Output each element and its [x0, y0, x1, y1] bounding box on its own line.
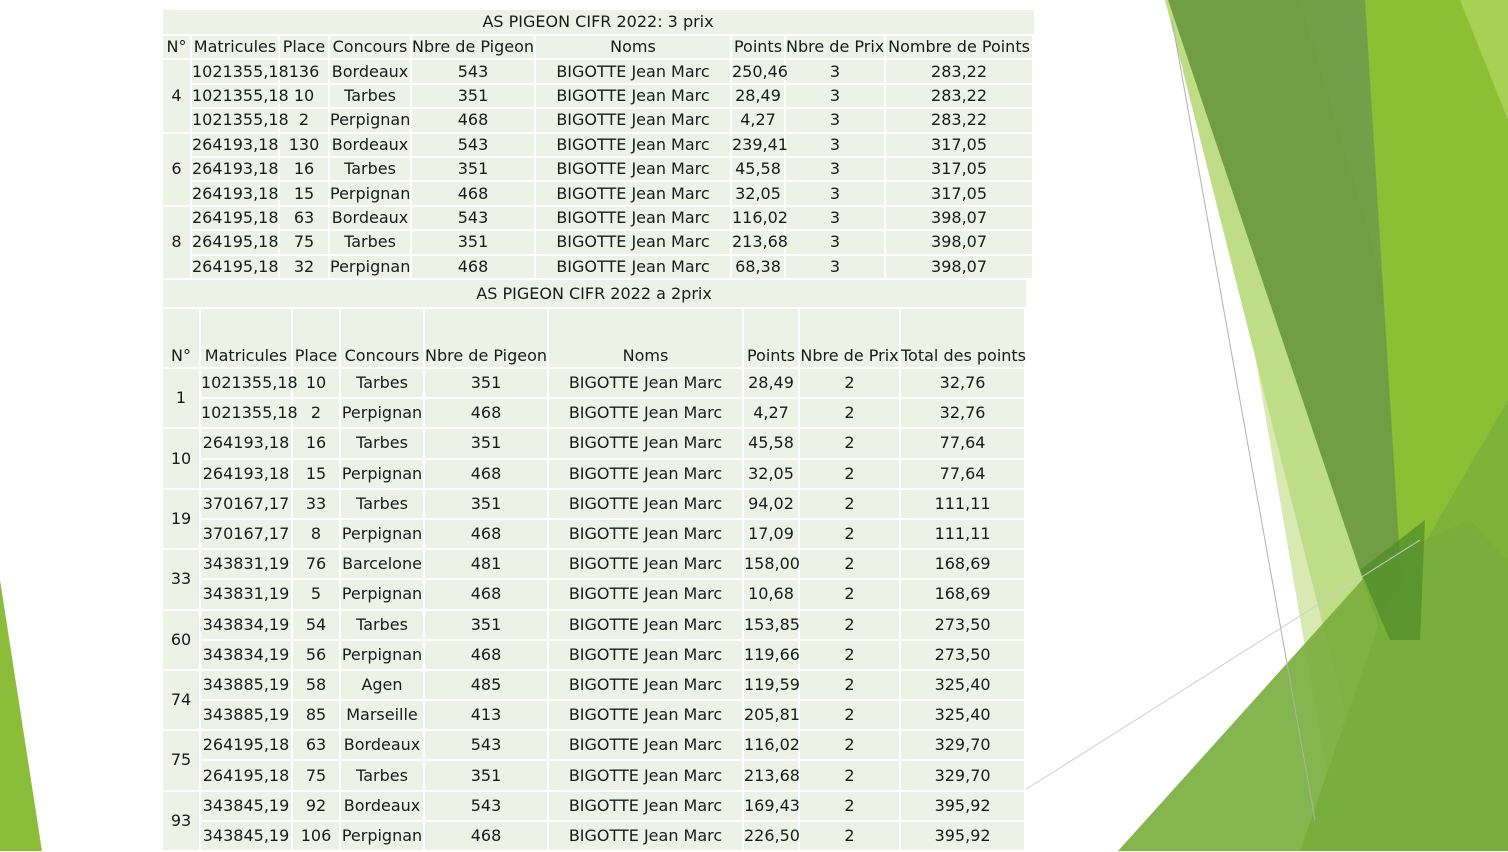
table-row: [163, 700, 1025, 730]
nbre-prix-cell: 3: [785, 181, 885, 205]
concours-cell: Marseille: [340, 700, 424, 730]
matricule-cell: 264195,18: [191, 230, 279, 254]
total-points-cell: 317,05: [885, 133, 1033, 157]
total-points-cell: 283,22: [885, 59, 1033, 83]
total-points-cell: 398,07: [885, 255, 1033, 279]
matricule-cell: 343834,19: [200, 610, 292, 640]
nom-cell: BIGOTTE Jean Marc: [548, 459, 743, 489]
nom-cell: BIGOTTE Jean Marc: [535, 255, 731, 279]
table-row: [163, 730, 1025, 760]
matricule-cell: 264195,18: [200, 730, 292, 760]
nbre-prix-cell: 3: [785, 108, 885, 132]
matricule-cell: 1021355,18: [200, 368, 292, 398]
nbre-pigeon-cell: 351: [424, 610, 548, 640]
matricule-cell: 264195,18: [191, 255, 279, 279]
place-cell: 33: [292, 489, 340, 519]
total-points-cell: 32,76: [900, 368, 1025, 398]
rank-cell: 8: [163, 206, 191, 279]
rank-cell: 19: [163, 489, 200, 549]
rank-cell: 10: [163, 428, 200, 488]
total-points-cell: 317,05: [885, 157, 1033, 181]
concours-cell: Bordeaux: [329, 206, 411, 230]
total-points-cell: 111,11: [900, 519, 1025, 549]
nbre-pigeon-cell: 485: [424, 670, 548, 700]
nbre-prix-cell: 2: [799, 579, 900, 609]
place-cell: 75: [279, 230, 329, 254]
header-place: Place: [279, 35, 329, 59]
points-cell: 32,05: [731, 181, 785, 205]
table-header-row: [163, 308, 1025, 368]
concours-cell: Barcelone: [340, 549, 424, 579]
nbre-prix-cell: 2: [799, 519, 900, 549]
header-points: Points: [731, 35, 785, 59]
concours-cell: Perpignan: [340, 519, 424, 549]
nbre-prix-cell: 2: [799, 791, 900, 821]
nom-cell: BIGOTTE Jean Marc: [548, 821, 743, 851]
matricule-cell: 343831,19: [200, 549, 292, 579]
total-points-cell: 325,40: [900, 700, 1025, 730]
place-cell: 106: [292, 821, 340, 851]
concours-cell: Bordeaux: [329, 133, 411, 157]
total-points-cell: 111,11: [900, 489, 1025, 519]
table-row: [163, 519, 1025, 549]
matricule-cell: 343885,19: [200, 700, 292, 730]
total-points-cell: 168,69: [900, 549, 1025, 579]
place-cell: 58: [292, 670, 340, 700]
table-row: [163, 428, 1025, 458]
two-prize-table: [163, 280, 1026, 852]
table-row: [163, 133, 1033, 157]
place-cell: 2: [279, 108, 329, 132]
nbre-pigeon-cell: 481: [424, 549, 548, 579]
nom-cell: BIGOTTE Jean Marc: [548, 700, 743, 730]
nbre-prix-cell: 2: [799, 610, 900, 640]
nbre-prix-cell: 3: [785, 206, 885, 230]
nbre-prix-cell: 2: [799, 730, 900, 760]
concours-cell: Perpignan: [329, 108, 411, 132]
points-cell: 119,59: [743, 670, 799, 700]
concours-cell: Bordeaux: [340, 730, 424, 760]
matricule-cell: 1021355,18: [191, 84, 279, 108]
nbre-pigeon-cell: 351: [424, 368, 548, 398]
nbre-prix-cell: 2: [799, 398, 900, 428]
header-total-points: Total des points: [900, 308, 1025, 368]
points-cell: 116,02: [731, 206, 785, 230]
points-cell: 4,27: [731, 108, 785, 132]
header-nbre-prix: Nbre de Prix: [799, 308, 900, 368]
nom-cell: BIGOTTE Jean Marc: [548, 760, 743, 790]
points-cell: 239,41: [731, 133, 785, 157]
three-prize-table: [163, 10, 1034, 280]
nom-cell: BIGOTTE Jean Marc: [548, 670, 743, 700]
points-cell: 4,27: [743, 398, 799, 428]
total-points-cell: 395,92: [900, 791, 1025, 821]
nom-cell: BIGOTTE Jean Marc: [548, 579, 743, 609]
table-row: [163, 59, 1033, 83]
concours-cell: Agen: [340, 670, 424, 700]
concours-cell: Tarbes: [329, 84, 411, 108]
header-concours: Concours: [329, 35, 411, 59]
place-cell: 16: [292, 428, 340, 458]
place-cell: 10: [292, 368, 340, 398]
points-cell: 213,68: [731, 230, 785, 254]
place-cell: 56: [292, 640, 340, 670]
nbre-pigeon-cell: 351: [424, 428, 548, 458]
place-cell: 15: [279, 181, 329, 205]
points-cell: 45,58: [743, 428, 799, 458]
nom-cell: BIGOTTE Jean Marc: [535, 181, 731, 205]
table-title: AS PIGEON CIFR 2022: 3 prix: [163, 10, 1033, 35]
rank-cell: 6: [163, 133, 191, 206]
matricule-cell: 264193,18: [200, 459, 292, 489]
points-cell: 45,58: [731, 157, 785, 181]
table-row: [163, 640, 1025, 670]
header-nbre-pigeon: Nbre de Pigeon: [411, 35, 535, 59]
table-row: [163, 181, 1033, 205]
matricule-cell: 264195,18: [200, 760, 292, 790]
nbre-pigeon-cell: 468: [424, 821, 548, 851]
rank-cell: 75: [163, 730, 200, 790]
concours-cell: Tarbes: [340, 428, 424, 458]
rank-cell: 93: [163, 791, 200, 851]
nom-cell: BIGOTTE Jean Marc: [548, 519, 743, 549]
table-row: [163, 549, 1025, 579]
points-cell: 28,49: [743, 368, 799, 398]
matricule-cell: 343845,19: [200, 821, 292, 851]
nom-cell: BIGOTTE Jean Marc: [548, 368, 743, 398]
header-points: Points: [743, 308, 799, 368]
nbre-prix-cell: 3: [785, 230, 885, 254]
nbre-prix-cell: 2: [799, 760, 900, 790]
table-row: [163, 791, 1025, 821]
matricule-cell: 264193,18: [191, 157, 279, 181]
place-cell: 75: [292, 760, 340, 790]
nom-cell: BIGOTTE Jean Marc: [548, 398, 743, 428]
matricule-cell: 1021355,18: [191, 59, 279, 83]
concours-cell: Tarbes: [340, 760, 424, 790]
nbre-prix-cell: 2: [799, 459, 900, 489]
nom-cell: BIGOTTE Jean Marc: [535, 108, 731, 132]
nbre-pigeon-cell: 351: [411, 157, 535, 181]
table-row: [163, 368, 1025, 398]
nom-cell: BIGOTTE Jean Marc: [535, 133, 731, 157]
nbre-pigeon-cell: 468: [424, 640, 548, 670]
nbre-prix-cell: 3: [785, 84, 885, 108]
place-cell: 63: [279, 206, 329, 230]
matricule-cell: 370167,17: [200, 489, 292, 519]
concours-cell: Tarbes: [340, 610, 424, 640]
nbre-prix-cell: 2: [799, 489, 900, 519]
points-cell: 205,81: [743, 700, 799, 730]
matricule-cell: 343885,19: [200, 670, 292, 700]
nom-cell: BIGOTTE Jean Marc: [535, 84, 731, 108]
concours-cell: Tarbes: [340, 489, 424, 519]
nbre-pigeon-cell: 351: [424, 760, 548, 790]
total-points-cell: 395,92: [900, 821, 1025, 851]
concours-cell: Tarbes: [329, 157, 411, 181]
nom-cell: BIGOTTE Jean Marc: [535, 157, 731, 181]
rank-cell: 33: [163, 549, 200, 609]
points-cell: 119,66: [743, 640, 799, 670]
concours-cell: Tarbes: [329, 230, 411, 254]
points-cell: 68,38: [731, 255, 785, 279]
place-cell: 2: [292, 398, 340, 428]
matricule-cell: 370167,17: [200, 519, 292, 549]
rank-cell: 60: [163, 610, 200, 670]
matricule-cell: 264193,18: [191, 133, 279, 157]
points-cell: 158,00: [743, 549, 799, 579]
table-row: [163, 108, 1033, 132]
concours-cell: Perpignan: [340, 821, 424, 851]
matricule-cell: 264195,18: [191, 206, 279, 230]
header-rank: N°: [163, 308, 200, 368]
concours-cell: Perpignan: [340, 579, 424, 609]
place-cell: 136: [279, 59, 329, 83]
matricule-cell: 343831,19: [200, 579, 292, 609]
table-row: [163, 579, 1025, 609]
nbre-pigeon-cell: 468: [424, 519, 548, 549]
table-row: [163, 459, 1025, 489]
total-points-cell: 317,05: [885, 181, 1033, 205]
nbre-pigeon-cell: 413: [424, 700, 548, 730]
header-nbre-pigeon: Nbre de Pigeon: [424, 308, 548, 368]
nbre-pigeon-cell: 468: [411, 255, 535, 279]
nom-cell: BIGOTTE Jean Marc: [535, 59, 731, 83]
place-cell: 15: [292, 459, 340, 489]
concours-cell: Bordeaux: [340, 791, 424, 821]
nbre-pigeon-cell: 468: [424, 579, 548, 609]
nbre-pigeon-cell: 351: [411, 230, 535, 254]
points-cell: 250,46: [731, 59, 785, 83]
place-cell: 54: [292, 610, 340, 640]
place-cell: 8: [292, 519, 340, 549]
nbre-pigeon-cell: 351: [411, 84, 535, 108]
header-nbre-prix: Nbre de Prix: [785, 35, 885, 59]
left-accent-shape: [0, 580, 42, 851]
nom-cell: BIGOTTE Jean Marc: [548, 730, 743, 760]
rank-cell: 4: [163, 59, 191, 132]
nbre-pigeon-cell: 543: [424, 730, 548, 760]
points-cell: 169,43: [743, 791, 799, 821]
table-title: AS PIGEON CIFR 2022 a 2prix: [163, 280, 1025, 308]
points-cell: 153,85: [743, 610, 799, 640]
matricule-cell: 264193,18: [200, 428, 292, 458]
total-points-cell: 273,50: [900, 640, 1025, 670]
nbre-pigeon-cell: 351: [424, 489, 548, 519]
table-title-row: [163, 280, 1025, 308]
table-row: [163, 760, 1025, 790]
header-place: Place: [292, 308, 340, 368]
nom-cell: BIGOTTE Jean Marc: [548, 791, 743, 821]
nbre-prix-cell: 2: [799, 368, 900, 398]
nbre-pigeon-cell: 543: [411, 133, 535, 157]
points-cell: 116,02: [743, 730, 799, 760]
nom-cell: BIGOTTE Jean Marc: [548, 489, 743, 519]
header-nom: Noms: [535, 35, 731, 59]
header-matricule: Matricules: [200, 308, 292, 368]
table-row: [163, 230, 1033, 254]
total-points-cell: 329,70: [900, 760, 1025, 790]
total-points-cell: 283,22: [885, 108, 1033, 132]
total-points-cell: 329,70: [900, 730, 1025, 760]
nbre-pigeon-cell: 468: [424, 459, 548, 489]
total-points-cell: 398,07: [885, 230, 1033, 254]
table-title-row: [163, 10, 1033, 35]
points-cell: 94,02: [743, 489, 799, 519]
table-row: [163, 84, 1033, 108]
nbre-prix-cell: 2: [799, 549, 900, 579]
nbre-pigeon-cell: 543: [424, 791, 548, 821]
nbre-prix-cell: 2: [799, 700, 900, 730]
points-cell: 10,68: [743, 579, 799, 609]
nom-cell: BIGOTTE Jean Marc: [548, 428, 743, 458]
nbre-pigeon-cell: 468: [411, 181, 535, 205]
nbre-prix-cell: 3: [785, 133, 885, 157]
matricule-cell: 264193,18: [191, 181, 279, 205]
nbre-prix-cell: 2: [799, 670, 900, 700]
nom-cell: BIGOTTE Jean Marc: [535, 230, 731, 254]
nbre-pigeon-cell: 468: [411, 108, 535, 132]
total-points-cell: 168,69: [900, 579, 1025, 609]
nbre-pigeon-cell: 543: [411, 59, 535, 83]
nom-cell: BIGOTTE Jean Marc: [548, 549, 743, 579]
place-cell: 5: [292, 579, 340, 609]
nom-cell: BIGOTTE Jean Marc: [535, 206, 731, 230]
concours-cell: Perpignan: [340, 459, 424, 489]
nom-cell: BIGOTTE Jean Marc: [548, 640, 743, 670]
table-row: [163, 489, 1025, 519]
concours-cell: Perpignan: [329, 181, 411, 205]
header-rank: N°: [163, 35, 191, 59]
matricule-cell: 343834,19: [200, 640, 292, 670]
table-row: [163, 821, 1025, 851]
total-points-cell: 273,50: [900, 610, 1025, 640]
rank-cell: 74: [163, 670, 200, 730]
place-cell: 85: [292, 700, 340, 730]
total-points-cell: 283,22: [885, 84, 1033, 108]
matricule-cell: 1021355,18: [200, 398, 292, 428]
concours-cell: Perpignan: [340, 640, 424, 670]
concours-cell: Perpignan: [340, 398, 424, 428]
nbre-pigeon-cell: 468: [424, 398, 548, 428]
nbre-prix-cell: 3: [785, 255, 885, 279]
header-total-points: Nombre de Points: [885, 35, 1033, 59]
place-cell: 76: [292, 549, 340, 579]
matricule-cell: 1021355,18: [191, 108, 279, 132]
nbre-pigeon-cell: 543: [411, 206, 535, 230]
nbre-prix-cell: 2: [799, 640, 900, 670]
header-matricule: Matricules: [191, 35, 279, 59]
total-points-cell: 32,76: [900, 398, 1025, 428]
table-header-row: [163, 35, 1033, 59]
concours-cell: Tarbes: [340, 368, 424, 398]
points-cell: 28,49: [731, 84, 785, 108]
total-points-cell: 325,40: [900, 670, 1025, 700]
points-cell: 213,68: [743, 760, 799, 790]
table-row: [163, 255, 1033, 279]
total-points-cell: 398,07: [885, 206, 1033, 230]
table-row: [163, 610, 1025, 640]
place-cell: 130: [279, 133, 329, 157]
nbre-prix-cell: 2: [799, 428, 900, 458]
place-cell: 16: [279, 157, 329, 181]
rank-cell: 1: [163, 368, 200, 428]
total-points-cell: 77,64: [900, 428, 1025, 458]
table-row: [163, 206, 1033, 230]
table-row: [163, 157, 1033, 181]
concours-cell: Perpignan: [329, 255, 411, 279]
nbre-prix-cell: 3: [785, 59, 885, 83]
place-cell: 32: [279, 255, 329, 279]
nom-cell: BIGOTTE Jean Marc: [548, 610, 743, 640]
place-cell: 63: [292, 730, 340, 760]
matricule-cell: 343845,19: [200, 791, 292, 821]
nbre-prix-cell: 3: [785, 157, 885, 181]
total-points-cell: 77,64: [900, 459, 1025, 489]
table-row: [163, 670, 1025, 700]
place-cell: 92: [292, 791, 340, 821]
points-cell: 32,05: [743, 459, 799, 489]
points-cell: 17,09: [743, 519, 799, 549]
points-cell: 226,50: [743, 821, 799, 851]
header-concours: Concours: [340, 308, 424, 368]
nbre-prix-cell: 2: [799, 821, 900, 851]
concours-cell: Bordeaux: [329, 59, 411, 83]
header-nom: Noms: [548, 308, 743, 368]
table-row: [163, 398, 1025, 428]
place-cell: 10: [279, 84, 329, 108]
